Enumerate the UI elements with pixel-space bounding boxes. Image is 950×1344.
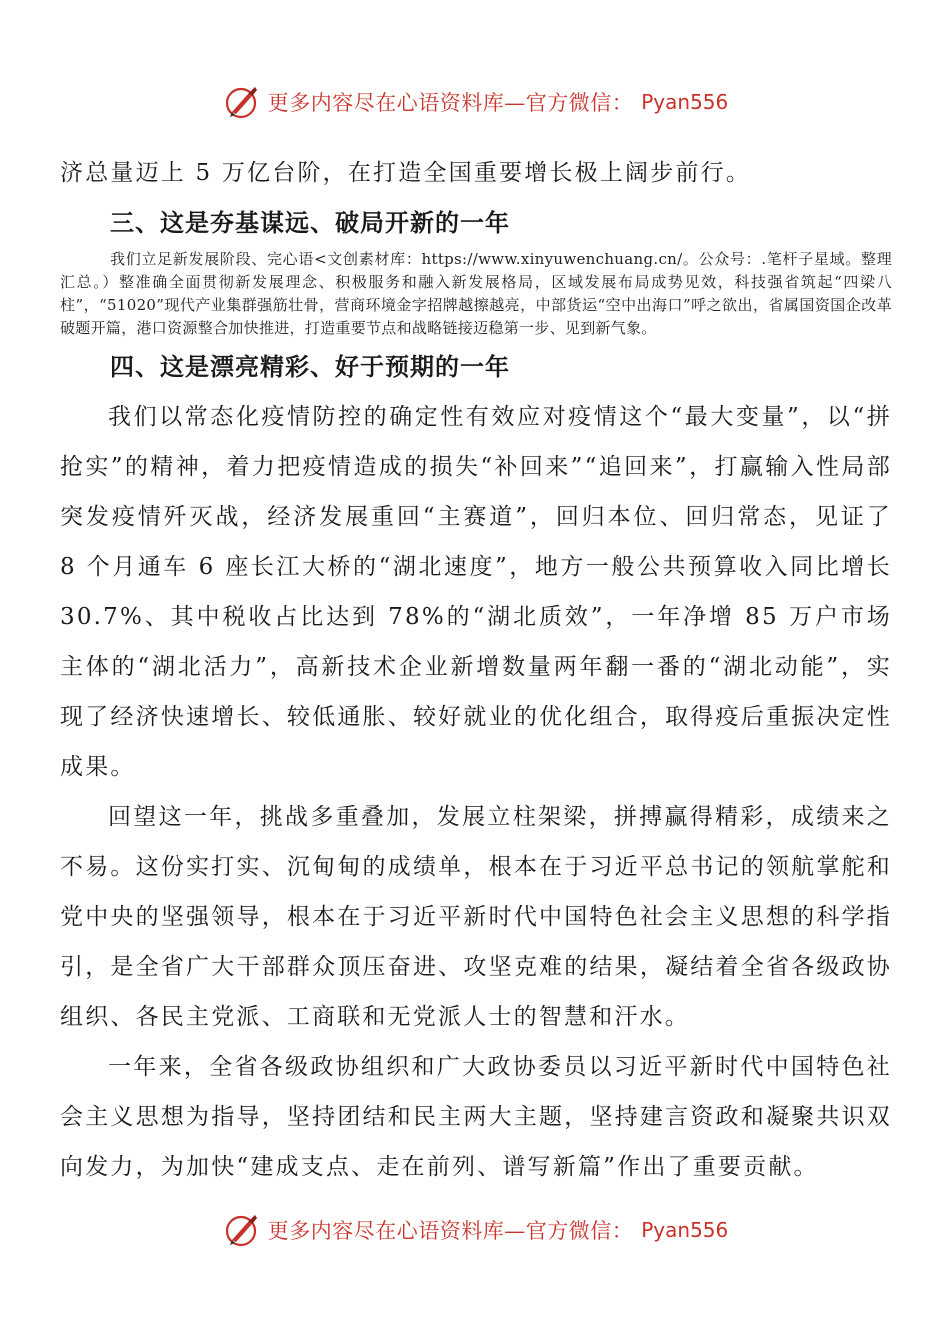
watermark-text: 更多内容尽在心语资料库—官方微信： (267, 1219, 634, 1243)
section-heading-three: 三、这是夯基谋远、破局开新的一年 (110, 209, 510, 237)
pen-logo-icon (222, 82, 262, 122)
document-body (60, 148, 892, 1192)
pen-logo-icon (222, 1210, 262, 1250)
watermark-banner-bottom (0, 1208, 950, 1252)
watermark-text: 更多内容尽在心语资料库—官方微信： (267, 91, 634, 115)
section-heading-four: 四、这是漂亮精彩、好于预期的一年 (110, 353, 510, 381)
paragraph-continuation: 济总量迈上 5 万亿台阶，在打造全国重要增长极上阔步前行。 (60, 160, 752, 186)
paragraph-small-print: 我们立足新发展阶段、完心语<文创素材库：https://www.xinyuwenchuang.cn/。公众号：.笔杆子星域。整理汇总。）整准确全面贯彻新发展理念、积极服务和融入新发展格局，区域发展布局成势见效，科技强省筑起“四梁八柱”，“51020”现代产业集群强筋壮骨，营商环境金字招牌越擦越亮，中部货运“空中出海口”呼之欲出，省属国资国企改革破题开篇，港口资源整合加快推进，打造重要节点和战略链接迈稳第一步、见到新气象。 (60, 250, 892, 337)
watermark-wechat-id: Pyan556 (641, 1218, 729, 1242)
watermark-inner (222, 1210, 729, 1250)
watermark-wechat-id: Pyan556 (641, 90, 729, 114)
paragraph: 一年来，全省各级政协组织和广大政协委员以习近平新时代中国特色社会主义思想为指导，坚持团结和民主两大主题，坚持建言资政和凝聚共识双向发力，为加快“建成支点、走在前列、谱写新篇”作出了重要贡献。 (60, 1054, 892, 1180)
watermark-inner (222, 82, 729, 122)
paragraph: 我们以常态化疫情防控的确定性有效应对疫情这个“最大变量”，以“拼抢实”的精神，着力把疫情造成的损失“补回来”“追回来”，打赢输入性局部突发疫情歼灭战，经济发展重回“主赛道”，回归本位、回归常态，见证了 8 个月通车 6 座长江大桥的“湖北速度”，地方一般公共预算收入同比增长 30.7%、其中税收占比达到 78%的“湖北质效”，一年净增 85 万户市场主体的“湖北活力”，高新技术企业新增数量两年翻一番的“湖北动能”，实现了经济快速增长、较低通胀、较好就业的优化组合，取得疫后重振决定性成果。 (60, 404, 892, 780)
watermark-banner-top (0, 80, 950, 124)
paragraph: 回望这一年，挑战多重叠加，发展立柱架梁，拼搏赢得精彩，成绩来之不易。这份实打实、沉甸甸的成绩单，根本在于习近平总书记的领航掌舵和党中央的坚强领导，根本在于习近平新时代中国特色社会主义思想的科学指引，是全省广大干部群众顶压奋进、攻坚克难的结果，凝结着全省各级政协组织、各民主党派、工商联和无党派人士的智慧和汗水。 (60, 804, 892, 1030)
